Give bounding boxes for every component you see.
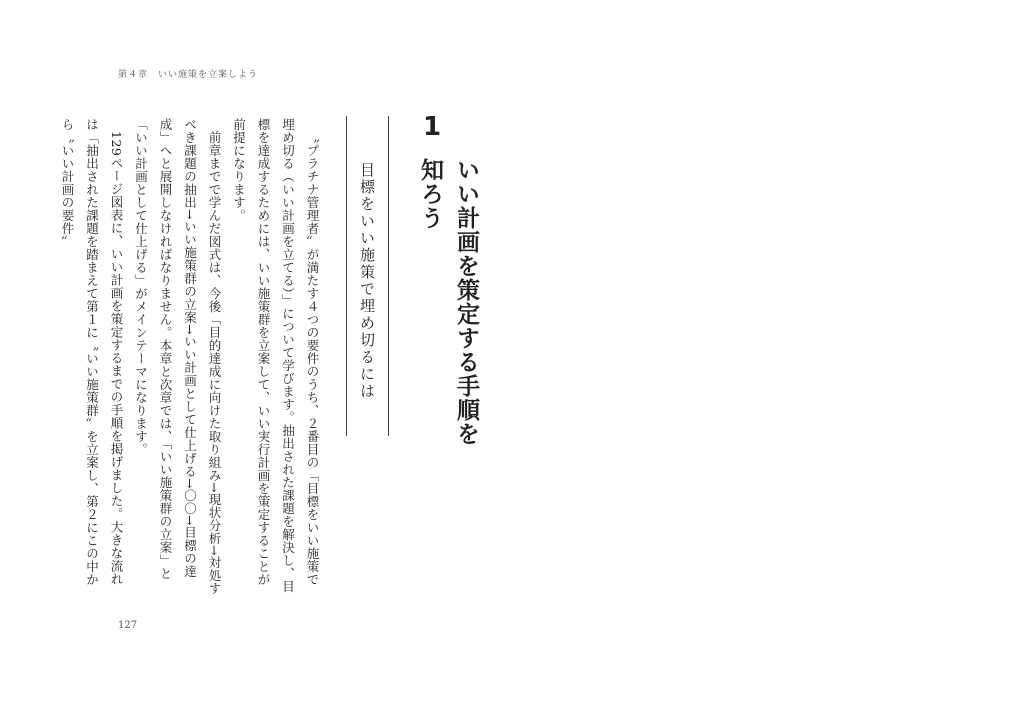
chapter-heading [410, 112, 479, 452]
page-number: 127 [118, 620, 138, 631]
heading-rule-right [388, 116, 389, 436]
body-text [60, 118, 324, 596]
body-paragraph-2: 前章までで学んだ図式は、今後「目的達成に向けた取り組み→現状分析→対処すべき課題の抽出→いい施策群の立案→いい計画として仕上げる→〇〇→目標の達成」へと展開しなければなりません。本章と次章では、「いい施策群の立案」と「いい計画として仕上げる」がメインテーマになります。 [133, 118, 222, 595]
running-head: 第４章 いい施策を立案しよう [118, 70, 259, 80]
chapter-title: いい計画を策定する手順を知ろう [417, 158, 479, 446]
body-paragraph-3: 129ページ図表に、いい計画を策定するまでの手順を掲げました。大きな流れは「抽出された課題を踏まえて第１に〝いい施策群〟を立案し、第２にこの中から〝いい計画の要件〟 [60, 118, 124, 586]
body-paragraph-1: 〝プラチナ管理者〟が満たす４つの要件のうち、２番目の「目標をいい施策で埋め切る（いい計画を立てる）」について学びます。抽出された課題を解決し、目標を達成するためには、いい施策群を立案して、いい実行計画を策定することが前提になります。 [231, 118, 320, 593]
heading-rule-left [346, 116, 347, 436]
chapter-number: 1 [422, 112, 442, 142]
chapter-subtitle: 目標をいい施策で埋め切るには [358, 162, 376, 400]
